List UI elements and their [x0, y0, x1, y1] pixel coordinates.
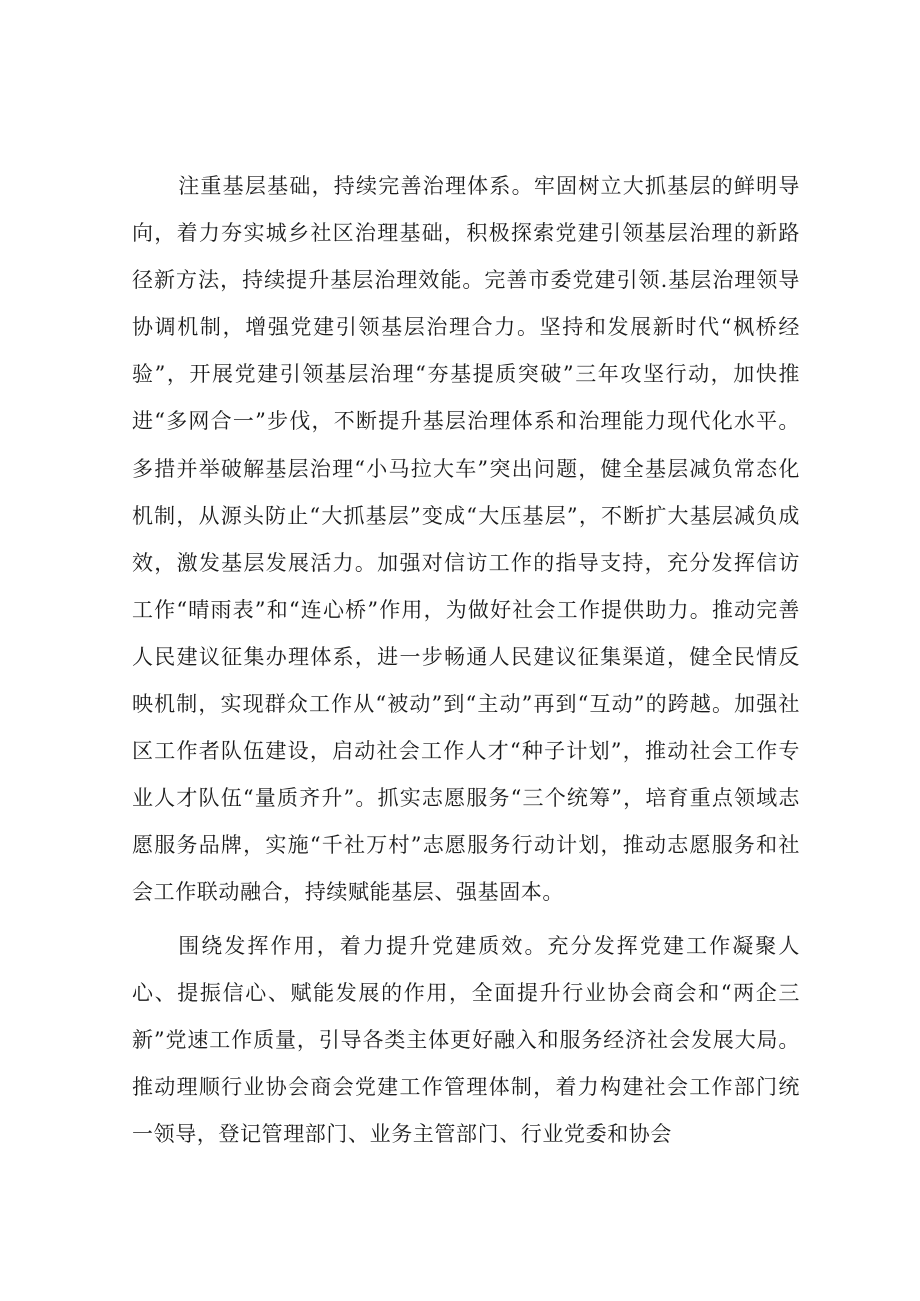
- paragraph-grassroots-governance: 注重基层基础，持续完善治理体系。牢固树立大抓基层的鲜明导向，着力夯实城乡社区治理基础，积极探索党建引领基层治理的新路径新方法，持续提升基层治理效能。完善市委党建引领.基层治理领导协调机制，增强党建引领基层治理合力。坚持和发展新时代“枫桥经验”，开展党建引领基层治理“夯基提质突破”三年攻坚行动，加快推进“多网合一”步伐，不断提升基层治理体系和治理能力现代化水平。多措并举破解基层治理“小马拉大车”突出问题，健全基层减负常态化机制，从源头防止“大抓基层”变成“大压基层”，不断扩大基层减负成效，激发基层发展活力。加强对信访工作的指导支持，充分发挥信访工作“晴雨表”和“连心桥”作用，为做好社会工作提供助力。推动完善人民建议征集办理体系，进一步畅通人民建议征集渠道，健全民情反映机制，实现群众工作从“被动”到“主动”再到“互动”的跨越。加强社区工作者队伍建设，启动社会工作人才“种子计划”，推动社会工作专业人才队伍“量质齐升”。抓实志愿服务“三个统筹”，培育重点领域志愿服务品牌，实施“千社万村”志愿服务行动计划，推动志愿服务和社会工作联动融合，持续赋能基层、强基固本。: [132, 174, 800, 905]
- document-body: [132, 163, 800, 1158]
- paragraph-party-building-effectiveness: 围绕发挥作用，着力提升党建质效。充分发挥党建工作凝聚人心、提振信心、赋能发展的作用，全面提升行业协会商会和“两企三新”党速工作质量，引导各类主体更好融入和服务经济社会发展大局。推动理顺行业协会商会党建工作管理体制，着力构建社会工作部门统一领导，登记管理部门、业务主管部门、行业党委和协会: [132, 933, 800, 1146]
